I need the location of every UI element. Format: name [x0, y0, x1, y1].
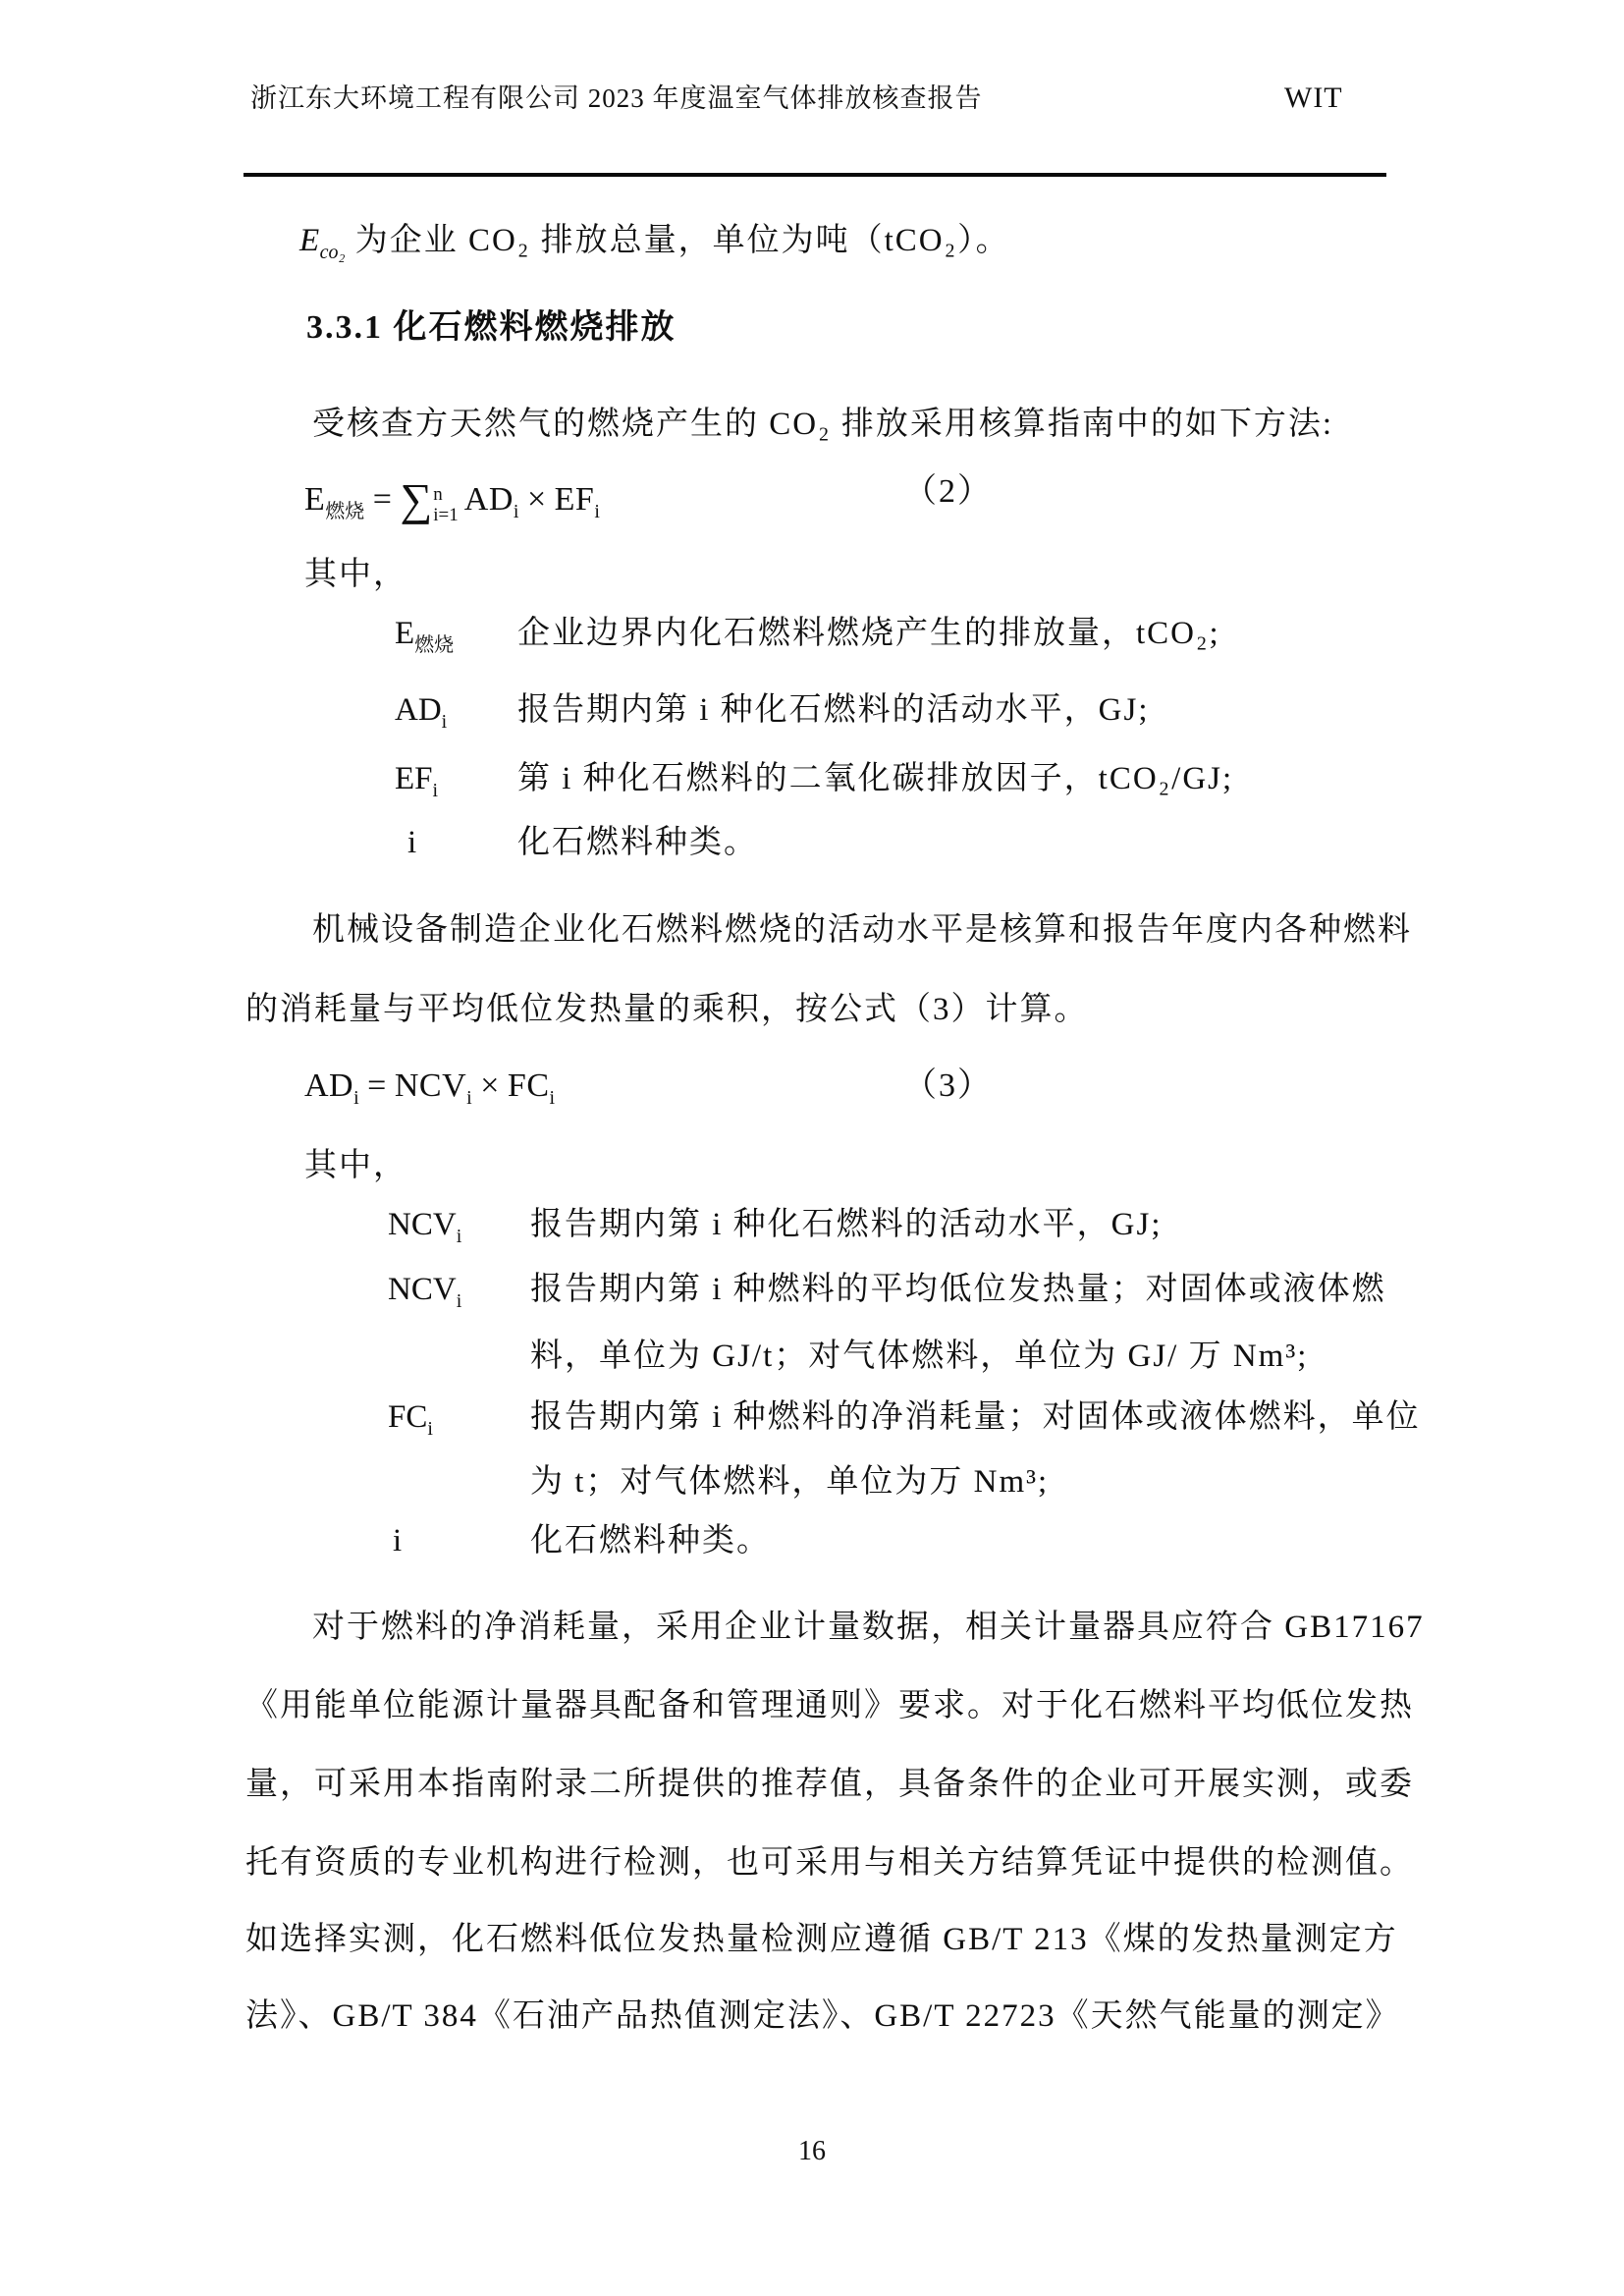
- formula-2-term2: EF: [554, 481, 595, 518]
- sigma-limits: [433, 485, 459, 526]
- definition-term: $NCV_i$: [388, 1272, 462, 1312]
- paragraph-activity-line2: 的消耗量与平均低位发热量的乘积，按公式（3）计算。: [245, 992, 1089, 1027]
- formula-2-term2-subscript: i: [594, 501, 600, 522]
- formula-3-term1-subscript: i: [466, 1087, 472, 1109]
- definition-desc: 第 i 种化石燃料的二氧化碳排放因子，tCO₂/GJ;: [517, 761, 1234, 796]
- intro-variable-subscript: co₂: [319, 242, 346, 263]
- definition-desc-wrap: 料，单位为 GJ/t；对气体燃料，单位为 GJ/ 万 Nm³;: [530, 1339, 1309, 1374]
- paragraph-metering-line6: 法》、GB/T 384《石油产品热值测定法》、GB/T 22723《天然气能量的测定》: [245, 1998, 1400, 2034]
- section-heading: 3.3.1 化石燃料燃烧排放: [306, 309, 677, 346]
- times-sign: ×: [471, 1067, 508, 1104]
- definition-term: $E_{燃烧}$: [395, 616, 455, 656]
- formula-2-term1-subscript: i: [513, 501, 519, 522]
- intro-variable: E: [299, 223, 320, 258]
- page-number: 16: [798, 2136, 826, 2166]
- paragraph-method: 受核查方天然气的燃烧产生的 CO₂ 排放采用核算指南中的如下方法:: [312, 407, 1334, 442]
- sigma-lower-limit: i=1: [433, 505, 459, 525]
- header-title: 浙江东大环境工程有限公司 2023 年度温室气体排放核查报告: [250, 83, 983, 113]
- formula-3-term2-subscript: i: [549, 1087, 556, 1109]
- formula-2-term1: AD: [463, 481, 514, 518]
- paragraph-metering-line1: 对于燃料的净消耗量，采用企业计量数据，相关计量器具应符合 GB17167: [312, 1610, 1425, 1645]
- definition-desc: 化石燃料种类。: [530, 1523, 771, 1558]
- formula-2: [304, 472, 1384, 526]
- paragraph-activity-line1: 机械设备制造企业化石燃料燃烧的活动水平是核算和报告年度内各种燃料: [312, 912, 1412, 948]
- definition-desc-wrap: 为 t；对气体燃料，单位为万 Nm³;: [530, 1464, 1050, 1500]
- among-label-1: 其中，: [304, 557, 407, 592]
- definition-term: $NCV_i$: [388, 1207, 462, 1247]
- header-logo: WIT: [1284, 82, 1343, 114]
- sigma-upper-limit: n: [433, 484, 443, 506]
- definition-desc: 报告期内第 i 种化石燃料的活动水平，GJ;: [530, 1207, 1163, 1242]
- formula-3-term2: FC: [507, 1067, 550, 1104]
- paragraph-metering-line4: 托有资质的专业机构进行检测，也可采用与相关方结算凭证中提供的检测值。: [245, 1845, 1414, 1881]
- formula-3-lhs-subscript: i: [353, 1087, 359, 1109]
- definition-desc: 企业边界内化石燃料燃烧产生的排放量，tCO₂;: [517, 616, 1220, 651]
- paragraph-metering-line5: 如选择实测，化石燃料低位发热量检测应遵循 GB/T 213《煤的发热量测定方: [245, 1922, 1398, 1957]
- times-sign: ×: [518, 481, 555, 518]
- formula-3-term1: NCV: [394, 1067, 467, 1104]
- formula-3: [304, 1066, 1384, 1110]
- definition-desc: 报告期内第 i 种燃料的净消耗量；对固体或液体燃料，单位: [530, 1399, 1421, 1435]
- paragraph-metering-line2: 《用能单位能源计量器具配备和管理通则》要求。对于化石燃料平均低位发热: [245, 1688, 1414, 1723]
- definition-term: $AD_i$: [395, 692, 448, 733]
- formula-2-lhs: E: [304, 481, 326, 518]
- definition-term: $EF_i$: [395, 761, 439, 801]
- formula-2-number: （2）: [903, 473, 993, 510]
- among-label-2: 其中，: [304, 1148, 407, 1183]
- equals-sign: =: [358, 1067, 395, 1104]
- sigma-symbol: ∑: [400, 474, 433, 524]
- formula-3-number: （3）: [903, 1067, 993, 1104]
- header-rule: [244, 173, 1386, 177]
- definition-desc: 化石燃料种类。: [517, 825, 758, 860]
- definition-term: i: [393, 1523, 403, 1558]
- definition-desc: 报告期内第 i 种燃料的平均低位发热量；对固体或液体燃: [530, 1272, 1386, 1307]
- formula-2-lhs-subscript: 燃烧: [325, 501, 365, 522]
- intro-line: [299, 222, 1010, 264]
- formula-3-lhs: AD: [304, 1067, 354, 1104]
- paragraph-metering-line3: 量，可采用本指南附录二所提供的推荐值，具备条件的企业可开展实测，或委: [245, 1767, 1414, 1802]
- equals-sign: =: [364, 481, 401, 518]
- intro-text: 为企业 CO₂ 排放总量，单位为吨（tCO₂）。: [345, 223, 1010, 258]
- definition-term: $FC_i$: [388, 1399, 433, 1440]
- definition-desc: 报告期内第 i 种化石燃料的活动水平，GJ;: [517, 692, 1150, 728]
- definition-term: i: [407, 825, 417, 860]
